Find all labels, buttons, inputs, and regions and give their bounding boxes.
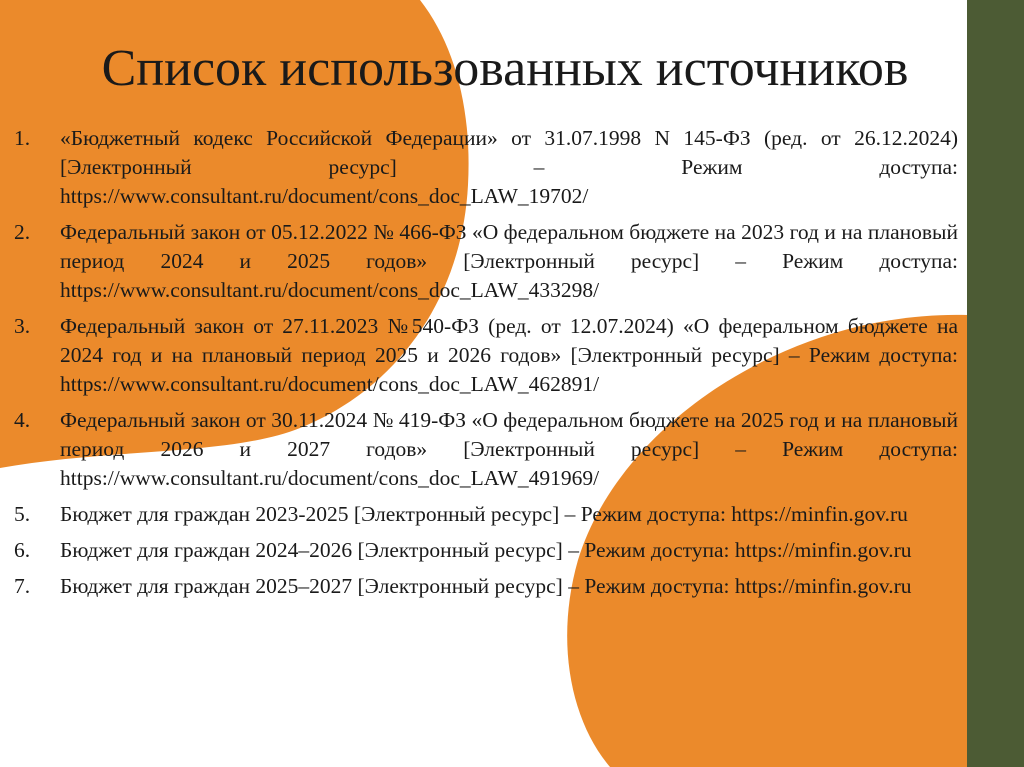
list-item-text: «Бюджетный кодекс Российской Федерации» от 31.07.1998 N 145-ФЗ (ред. от 26.12.2024) [Электронный ресурс] – Режим доступа: https://www.consultant.ru/document/cons_doc_LAW_19702/ — [60, 126, 958, 208]
page-title: Список использованных источников — [101, 40, 909, 97]
list-item — [14, 124, 958, 211]
list-item-number: 4. — [14, 408, 31, 432]
list-item-text: Бюджет для граждан 2023-2025 [Электронный ресурс] – Режим доступа: https://minfin.gov.ru — [60, 502, 908, 526]
list-item-number: 1. — [14, 126, 31, 150]
list-item — [14, 536, 958, 565]
list-item-number: 2. — [14, 220, 31, 244]
list-item — [14, 572, 958, 601]
list-item-text: Федеральный закон от 05.12.2022 № 466-ФЗ «О федеральном бюджете на 2023 год и на плановый период 2024 и 2025 годов» [Электронный ресурс] – Режим доступа: https://www.consultant.ru/document/cons_doc_LAW_433298/ — [60, 220, 958, 302]
list-item — [14, 500, 958, 529]
list-item-number: 3. — [14, 314, 31, 338]
list-item-number: 7. — [14, 574, 31, 598]
list-item-text: Федеральный закон от 27.11.2023 №540-ФЗ (ред. от 12.07.2024) «О федеральном бюджете на 2024 год и на плановый период 2025 и 2026 годов» [Электронный ресурс] – Режим доступа: https://www.consultant.ru/document/cons_doc_LAW_462891/ — [60, 314, 958, 396]
green-side-bar — [967, 0, 1024, 767]
list-item-text: Федеральный закон от 30.11.2024 № 419-ФЗ «О федеральном бюджете на 2025 год и на плановый период 2026 и 2027 годов» [Электронный ресурс] – Режим доступа: https://www.consultant.ru/document/cons_doc_LAW_491969/ — [60, 408, 958, 490]
list-item-number: 6. — [14, 538, 31, 562]
list-item — [14, 312, 958, 399]
list-item-text: Бюджет для граждан 2024–2026 [Электронный ресурс] – Режим доступа: https://minfin.gov.ru — [60, 538, 912, 562]
list-item-text: Бюджет для граждан 2025–2027 [Электронный ресурс] – Режим доступа: https://minfin.gov.ru — [60, 574, 912, 598]
list-item-number: 5. — [14, 502, 31, 526]
list-item — [14, 406, 958, 493]
list-item — [14, 218, 958, 305]
sources-list — [14, 124, 958, 608]
